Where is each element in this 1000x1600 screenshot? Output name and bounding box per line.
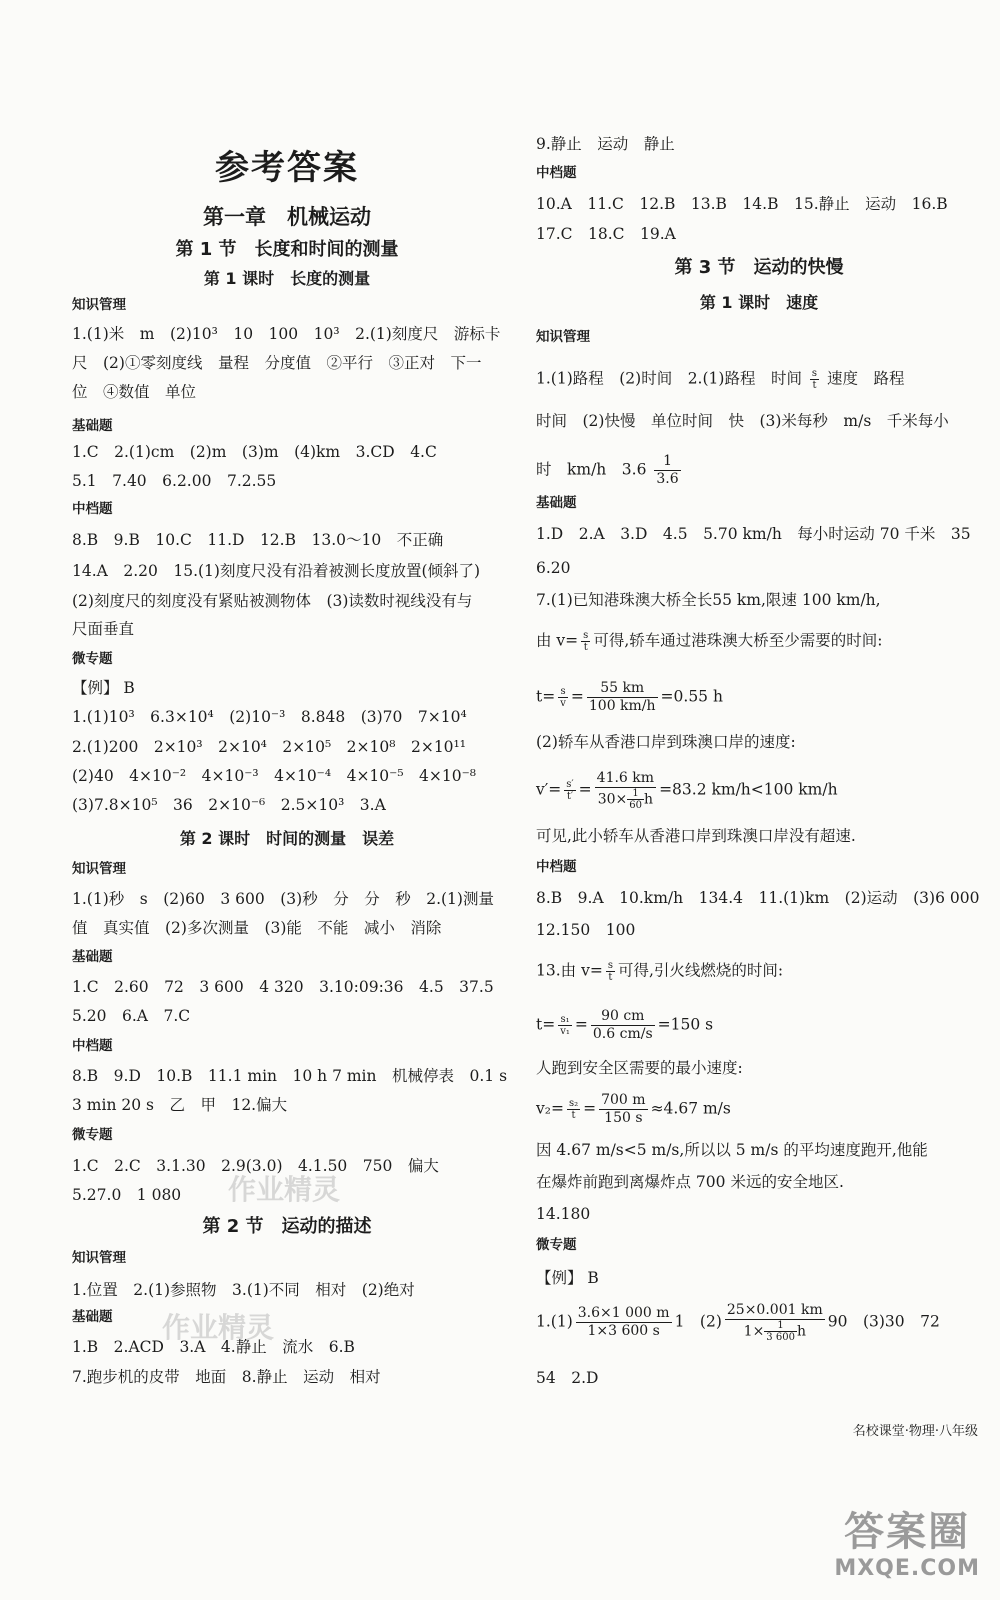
answer-line: 12.150 100 <box>536 921 636 939</box>
answer-line: 1.C 2.C 3.1.30 2.9(3.0) 4.1.50 750 偏大 <box>72 1157 439 1175</box>
equation-line: v′= $\frac{s'}{t'}$ = 41.6 km 30× $\frac{1}{60}$ h =83.2 km/h<100 km/h <box>536 770 838 811</box>
answer-line: 位 ④数值 单位 <box>72 383 197 401</box>
section-heading: 第 1 节 长度和时间的测量 <box>175 239 399 260</box>
page-footer: 名校课堂·物理·八年级 <box>852 1424 978 1439</box>
page-title: 参考答案 <box>215 148 359 188</box>
answer-line: 7.跑步机的皮带 地面 8.静止 运动 相对 <box>72 1368 381 1386</box>
answer-line: 1.C 2.60 72 3 600 4 320 3.10:09:36 4.5 37.5 <box>72 978 494 996</box>
answer-line: (2)刻度尺的刻度没有紧贴被测物体 (3)读数时视线没有与 <box>72 592 473 610</box>
fraction: $\frac{1}{3 600}$ <box>766 1320 795 1343</box>
watermark-logo-url: MXQE.COM <box>834 1556 980 1581</box>
fraction: $\frac{1}{3.6}$ <box>656 453 679 487</box>
answer-line: 10.A 11.C 12.B 13.B 14.B 15.静止 运动 16.B <box>536 195 948 213</box>
answer-line: 5.27.0 1 080 <box>72 1186 182 1204</box>
answer-line: (3)7.8×10⁵ 36 2×10⁻⁶ 2.5×10³ 3.A <box>72 796 386 814</box>
answer-line: (2)40 4×10⁻² 4×10⁻³ 4×10⁻⁴ 4×10⁻⁵ 4×10⁻⁸ <box>72 767 477 785</box>
answer-line: 54 2.D <box>536 1369 599 1387</box>
answer-line: 人跑到安全区需要的最小速度: <box>536 1059 743 1077</box>
equation-line: v₂= $\frac{\text{s₂}}{t}$ = $\frac{700 m}{150 s}$ ≈4.67 m/s <box>536 1092 731 1126</box>
fraction: 41.6 km 30× $\frac{1}{60}$ h <box>596 770 655 811</box>
section-label: 中档题 <box>536 165 577 181</box>
equation-line: t= $\frac{s}{v}$ = $\frac{55 km}{100 km/h}$ =0.55 h <box>536 680 723 714</box>
fraction: $\frac{1}{60}$ <box>629 788 642 811</box>
answer-line: 1.B 2.ACD 3.A 4.静止 流水 6.B <box>72 1338 355 1356</box>
watermark-text: 作业精灵 <box>228 1173 341 1206</box>
answer-line: 6.20 <box>536 559 571 577</box>
equation-line: 13.由 v= $\frac{s}{t}$ 可得,引火线燃烧的时间: <box>536 960 784 983</box>
section-label: 基础题 <box>72 1309 113 1325</box>
section-heading: 第 2 课时 时间的测量 误差 <box>179 829 395 848</box>
fraction: $\frac{s}{t}$ <box>607 960 613 983</box>
answer-line: (2)轿车从香港口岸到珠澳口岸的速度: <box>536 733 796 751</box>
answer-line: 9.静止 运动 静止 <box>536 135 675 153</box>
fraction: $\frac{3.6\times 1 000 m}{1\times 3 600 s}$ <box>577 1305 670 1339</box>
answer-line: 【例】 B <box>72 679 135 697</box>
answer-line: 14.180 <box>536 1205 591 1223</box>
answer-line: 3 min 20 s 乙 甲 12.偏大 <box>72 1096 288 1114</box>
answer-line: 【例】 B <box>536 1269 599 1287</box>
watermark-text: 作业精灵 <box>162 1311 275 1344</box>
watermark-logo <box>834 1508 980 1582</box>
answer-line: 1.(1)秒 s (2)60 3 600 (3)秒 分 分 秒 2.(1)测量 <box>72 890 494 908</box>
answer-line: 1.D 2.A 3.D 4.5 5.70 km/h 每小时运动 70 千米 35 <box>536 525 971 543</box>
section-heading: 第 1 课时 速度 <box>699 293 819 312</box>
answer-line: 5.20 6.A 7.C <box>72 1007 191 1025</box>
section-label: 中档题 <box>536 859 577 875</box>
answer-line: 在爆炸前跑到离爆炸点 700 米远的安全地区. <box>536 1173 844 1191</box>
answer-line: 尺面垂直 <box>72 620 135 638</box>
answer-line: 1.(1)路程 (2)时间 2.(1)路程 时间 $\frac{s}{t}$ 速度 路程 <box>536 368 905 391</box>
fraction: $\frac{s}{t}$ <box>811 368 818 391</box>
fraction: $\frac{s'}{t'}$ <box>566 779 574 802</box>
section-label: 知识管理 <box>72 297 126 313</box>
section-heading: 第 3 节 运动的快慢 <box>674 257 844 278</box>
answer-line: 1.位置 2.(1)参照物 3.(1)不同 相对 (2)绝对 <box>72 1281 415 1299</box>
fraction: $\frac{s}{v}$ <box>560 686 566 709</box>
answer-line: 14.A 2.20 15.(1)刻度尺没有沿着被测长度放置(倾斜了) <box>72 562 481 580</box>
answer-line: 2.(1)200 2×10³ 2×10⁴ 2×10⁵ 2×10⁸ 2×10¹¹ <box>72 738 466 756</box>
answer-line: 7.(1)已知港珠澳大桥全长55 km,限速 100 km/h, <box>536 591 881 609</box>
answer-line: 8.B 9.A 10.km/h 134.4 11.(1)km (2)运动 (3)6 000 <box>536 889 980 907</box>
fraction: $\frac{90 cm}{0.6 cm/s}$ <box>592 1008 653 1042</box>
section-label: 微专题 <box>536 1237 577 1253</box>
fraction: $\frac{s}{t}$ <box>583 630 589 653</box>
section-label: 基础题 <box>536 495 577 511</box>
equation-line: t= $\frac{\text{s₁}}{\text{v₁}}$ = $\frac{90 cm}{0.6 cm/s}$ =150 s <box>536 1008 714 1042</box>
watermark-logo-text: 答案圈 <box>844 1509 971 1555</box>
answer-line: 5.1 7.40 6.2.00 7.2.55 <box>72 472 277 490</box>
answer-line: 1.(1)10³ 6.3×10⁴ (2)10⁻³ 8.848 (3)70 7×10⁴ <box>72 708 467 726</box>
answer-line: 因 4.67 m/s<5 m/s,所以以 5 m/s 的平均速度跑开,他能 <box>536 1141 928 1159</box>
section-heading: 第一章 机械运动 <box>203 205 371 229</box>
fraction: $\frac{55 km}{100 km/h}$ <box>588 680 656 714</box>
section-label: 基础题 <box>72 949 113 965</box>
answer-line: 8.B 9.D 10.B 11.1 min 10 h 7 min 机械停表 0.1 s <box>72 1067 508 1085</box>
answer-line: 17.C 18.C 19.A <box>536 225 676 243</box>
fraction: $\frac{700 m}{150 s}$ <box>601 1092 646 1126</box>
fraction: 25×0.001 km 1× $\frac{1}{3 600}$ h <box>726 1302 823 1343</box>
fraction: $\frac{\text{s₁}}{\text{v₁}}$ <box>560 1014 570 1037</box>
fraction: $\frac{\text{s₂}}{t}$ <box>568 1098 579 1121</box>
answer-line: 1.(1)米 m (2)10³ 10 100 10³ 2.(1)刻度尺 游标卡 <box>72 325 501 343</box>
section-label: 基础题 <box>72 418 113 434</box>
answer-line: 8.B 9.B 10.C 11.D 12.B 13.0～10 不正确 <box>72 531 444 549</box>
answer-line: 可见,此小轿车从香港口岸到珠澳口岸没有超速. <box>536 827 856 845</box>
answer-line: 值 真实值 (2)多次测量 (3)能 不能 减小 消除 <box>72 919 442 937</box>
section-heading: 第 2 节 运动的描述 <box>202 1216 372 1237</box>
section-label: 中档题 <box>72 501 113 517</box>
section-label: 中档题 <box>72 1038 113 1054</box>
answer-line: 时 km/h 3.6 $\frac{1}{3.6}$ <box>536 453 679 487</box>
section-label: 微专题 <box>72 651 113 667</box>
answer-line: 时间 (2)快慢 单位时间 快 (3)米每秒 m/s 千米每小 <box>536 412 949 430</box>
equation-line: 由 v= $\frac{s}{t}$ 可得,轿车通过港珠澳大桥至少需要的时间: <box>536 630 883 653</box>
equation-line: 1.(1) $\frac{3.6\times 1 000 m}{1\times 3 600 s}$ 1 (2) 25×0.001 km 1× $\frac{1}{3 600}$ h 90 (3)30 72 <box>536 1302 940 1343</box>
section-label: 知识管理 <box>72 861 126 877</box>
answer-line: 尺 (2)①零刻度线 量程 分度值 ②平行 ③正对 下一 <box>72 354 482 372</box>
section-heading: 第 1 课时 长度的测量 <box>203 269 371 288</box>
answer-line: 1.C 2.(1)cm (2)m (3)m (4)km 3.CD 4.C <box>72 443 437 461</box>
section-label: 微专题 <box>72 1127 113 1143</box>
section-label: 知识管理 <box>536 329 590 345</box>
section-label: 知识管理 <box>72 1250 126 1266</box>
